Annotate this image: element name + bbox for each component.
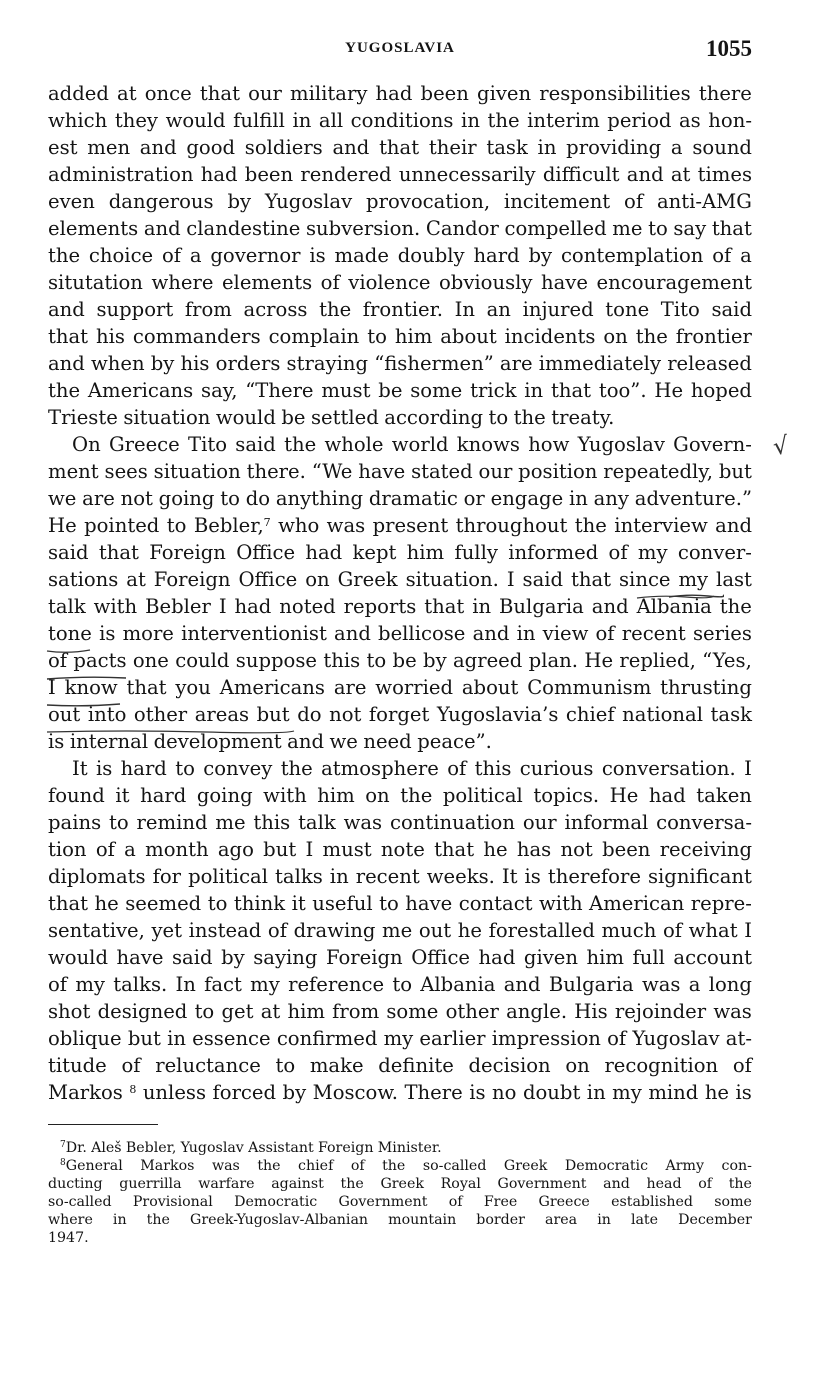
- text-line: sentative, yet instead of drawing me out he forestalled much of what I: [48, 919, 752, 942]
- text-line: diplomats for political talks in recent weeks. It is therefore significant: [48, 865, 752, 888]
- text-line: est men and good soldiers and that their task in providing a sound: [48, 136, 752, 159]
- text-line: titude of reluctance to make definite decision on recognition of: [48, 1054, 752, 1077]
- text-line: administration had been rendered unnecessarily difficult and at times: [48, 163, 752, 186]
- footnote-line: where in the Greek-Yugoslav-Albanian mountain border area in late December: [48, 1212, 752, 1228]
- text-line: I know that you Americans are worried about Communism thrusting: [48, 676, 752, 699]
- text-line: ment sees situation there. “We have stated our position repeatedly, but: [48, 460, 752, 483]
- text-line: On Greece Tito said the whole world knows how Yugoslav Govern-: [72, 433, 752, 456]
- text-line: that his commanders complain to him about incidents on the frontier: [48, 325, 752, 348]
- text-line: situtation where elements of violence obviously have encouragement: [48, 271, 752, 294]
- text-line: pains to remind me this talk was continuation our informal conversa-: [48, 811, 752, 834]
- footnote-line: so-called Provisional Democratic Government of Free Greece established some: [48, 1194, 752, 1210]
- text-line: the Americans say, “There must be some trick in that too”. He hoped: [48, 379, 752, 402]
- footnote-line: $^8$General Markos was the chief of the so-called Greek Democratic Army con-: [60, 1158, 752, 1174]
- text-line: talk with Bebler I had noted reports that in Bulgaria and Albania the: [48, 595, 752, 618]
- margin-check-mark: √: [771, 431, 791, 461]
- text-line: and when by his orders straying “fishermen” are immediately released: [48, 352, 752, 375]
- text-line: of pacts one could suppose this to be by agreed plan. He replied, “Yes,: [48, 649, 752, 672]
- text-line: and support from across the frontier. In an injured tone Tito said: [48, 298, 752, 321]
- paragraph: [48, 755, 752, 1106]
- footnote-line: 1947.: [48, 1230, 89, 1246]
- text-line: the choice of a governor is made doubly hard by contemplation of a: [48, 244, 752, 267]
- text-line: elements and clandestine subversion. Candor compelled me to say that: [48, 217, 752, 240]
- text-line: sations at Foreign Office on Greek situation. I said that since my last: [48, 568, 752, 591]
- text-line: Markos $^8$ unless forced by Moscow. There is no doubt in my mind he is: [48, 1081, 752, 1104]
- pencil-underline-albania: [636, 594, 716, 602]
- running-head: YUGOSLAVIA: [345, 40, 455, 56]
- text-line: we are not going to do anything dramatic or engage in any adventure.”: [48, 487, 752, 510]
- paragraph: [48, 80, 752, 431]
- text-line: shot designed to get at him from some other angle. His rejoinder was: [48, 1000, 752, 1023]
- text-line: tone is more interventionist and bellicose and in view of recent series: [48, 622, 752, 645]
- text-line: of my talks. In fact my reference to Albania and Bulgaria was a long: [48, 973, 752, 996]
- footnote-line: $^7$Dr. Aleš Bebler, Yugoslav Assistant Foreign Minister.: [60, 1140, 442, 1156]
- text-line: would have said by saying Foreign Office had given him full account: [48, 946, 752, 969]
- text-line: is internal development and we need peace”.: [48, 730, 492, 753]
- pencil-underline-of-pacts: [46, 674, 128, 682]
- page-number: 1055: [706, 36, 752, 61]
- text-line: added at once that our military had been given responsibilities there: [48, 82, 752, 105]
- footnote: [48, 1139, 752, 1157]
- pencil-underline-out-into: [46, 728, 296, 736]
- text-line: found it hard going with him on the political topics. He had taken: [48, 784, 752, 807]
- pencil-underline-i-know: [46, 701, 122, 709]
- page-header: [48, 36, 752, 66]
- text-line: Trieste situation would be settled according to the treaty.: [48, 406, 615, 429]
- text-line: tion of a month ago but I must note that he has not been receiving: [48, 838, 752, 861]
- text-line: which they would fulfill in all conditions in the interim period as hon-: [48, 109, 752, 132]
- body-text: [48, 80, 752, 1106]
- text-line: It is hard to convey the atmosphere of this curious conversation. I: [72, 757, 752, 780]
- paragraph: [48, 431, 752, 755]
- pencil-underline-tone: [46, 647, 92, 655]
- text-line: oblique but in essence confirmed my earlier impression of Yugoslav at-: [48, 1027, 752, 1050]
- text-line: even dangerous by Yugoslav provocation, incitement of anti-AMG: [48, 190, 752, 213]
- footnote-rule: [48, 1124, 158, 1125]
- text-line: said that Foreign Office had kept him fully informed of my conver-: [48, 541, 752, 564]
- footnotes: [48, 1139, 752, 1247]
- footnote-line: ducting guerrilla warfare against the Greek Royal Government and head of the: [48, 1176, 752, 1192]
- text-line: out into other areas but do not forget Yugoslavia’s chief national task: [48, 703, 752, 726]
- footnote: [48, 1157, 752, 1247]
- text-line: He pointed to Bebler,$^7$ who was present throughout the interview and: [48, 514, 752, 537]
- text-line: that he seemed to think it useful to have contact with American repre-: [48, 892, 752, 915]
